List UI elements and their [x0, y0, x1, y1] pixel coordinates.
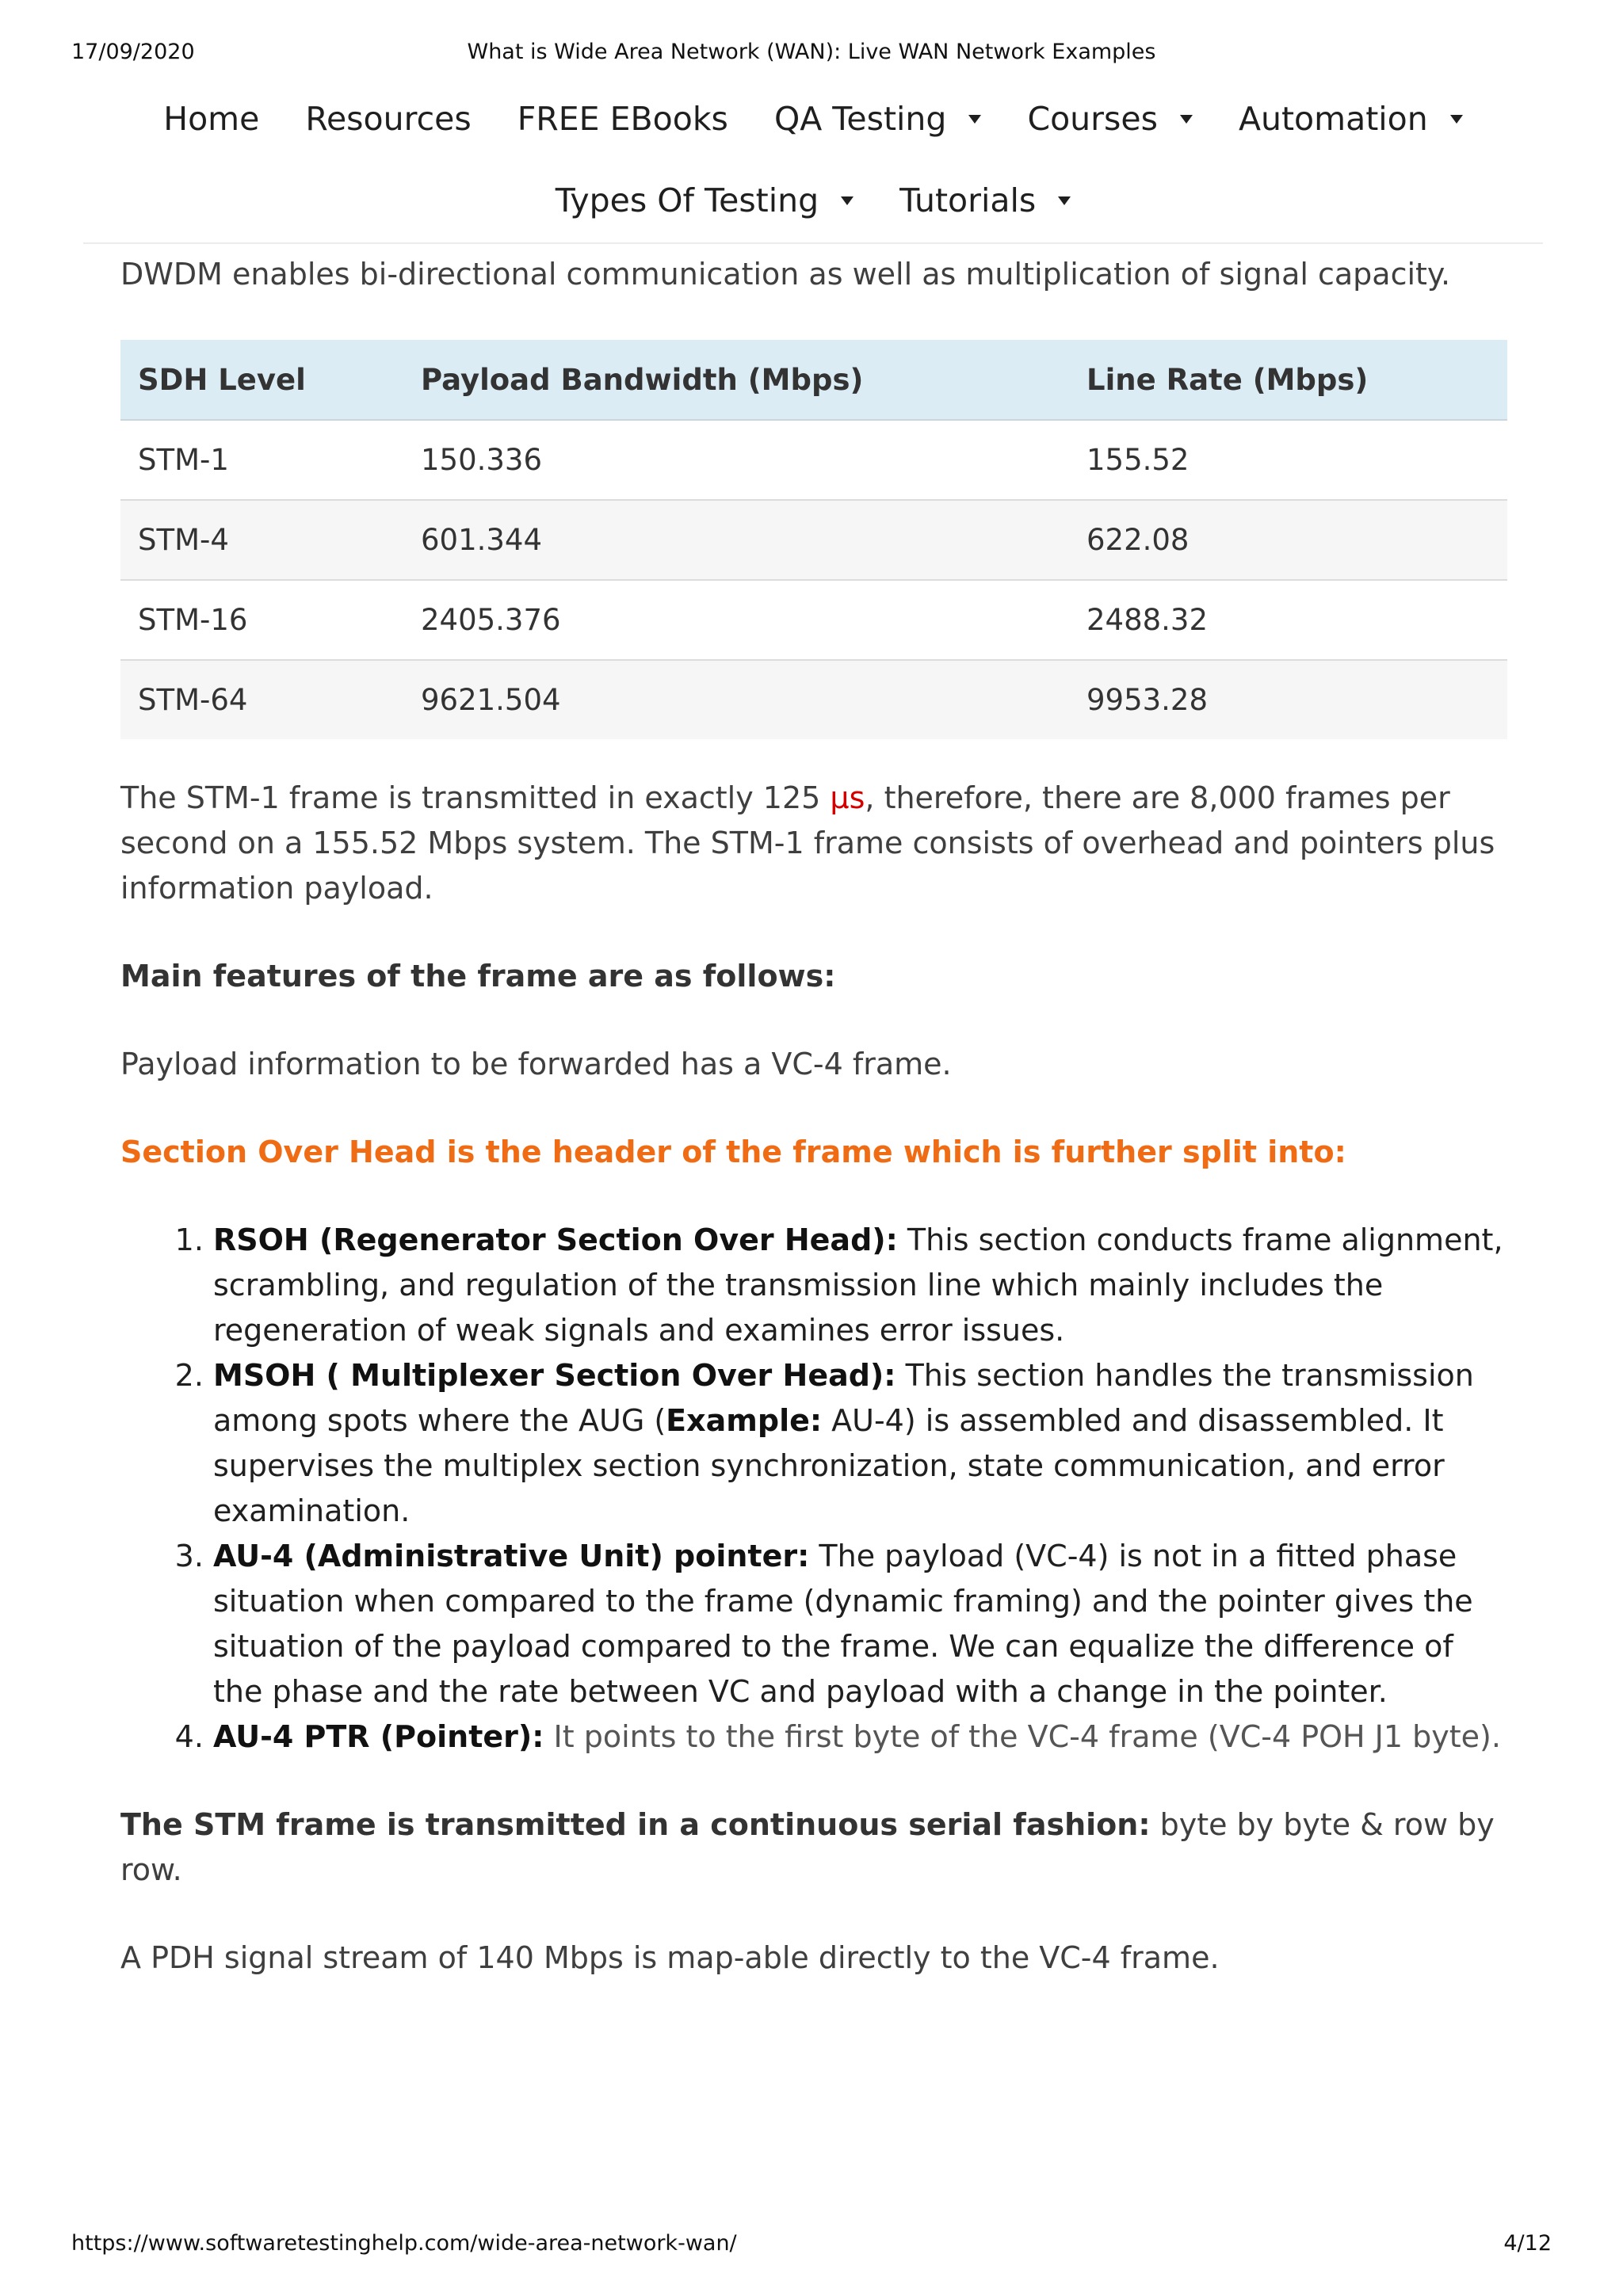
nav-row-primary	[83, 95, 1543, 143]
caret-down-icon	[841, 196, 854, 205]
table-cell: 2405.376	[403, 580, 1069, 660]
table-cell: 601.344	[403, 500, 1069, 580]
table-cell: STM-16	[120, 580, 403, 660]
nav-item-home[interactable]	[163, 100, 259, 138]
nav-item-courses[interactable]	[1027, 100, 1193, 138]
list-item-text: AU-4) is assembled and disassembled. It supervises the multiplex section synchronization, state communication, and error examination.	[213, 1403, 1445, 1528]
table-cell: STM-64	[120, 660, 403, 739]
table-header-cell: Payload Bandwidth (Mbps)	[403, 340, 1069, 420]
table-cell: 9621.504	[403, 660, 1069, 739]
list-item-text: It points to the first byte of the VC-4 frame (VC-4 POH J1 byte).	[544, 1719, 1501, 1754]
table-cell: STM-4	[120, 500, 403, 580]
caret-down-icon	[1058, 196, 1071, 205]
table-row	[120, 660, 1507, 739]
table-row	[120, 580, 1507, 660]
stm-frame-paragraph	[120, 1802, 1507, 1893]
sdh-levels-table	[120, 340, 1507, 739]
nav-item-label: Resources	[305, 100, 472, 138]
caret-down-icon	[1180, 115, 1193, 124]
nav-item-label: Courses	[1027, 100, 1158, 138]
nav-item-label: Automation	[1238, 100, 1428, 138]
list-item-text: This section handles the transmission among spots where the AUG (	[213, 1358, 1474, 1438]
list-item-term: RSOH (Regenerator Section Over Head):	[213, 1222, 898, 1257]
list-item-term: MSOH ( Multiplexer Section Over Head):	[213, 1358, 896, 1393]
list-item	[213, 1534, 1507, 1714]
table-cell: STM-1	[120, 420, 403, 500]
table-cell: 2488.32	[1069, 580, 1507, 660]
list-item-term: AU-4 (Administrative Unit) pointer:	[213, 1539, 810, 1573]
nav-item-label: QA Testing	[773, 100, 947, 138]
nav-item-qa-testing[interactable]	[774, 100, 982, 138]
example-label: Example:	[666, 1403, 823, 1438]
nav-item-types-of-testing[interactable]	[556, 181, 854, 219]
stm1-paragraph	[120, 776, 1507, 911]
payload-paragraph: Payload information to be forwarded has a VC-4 frame.	[120, 1047, 952, 1081]
table-header-cell: Line Rate (Mbps)	[1069, 340, 1507, 420]
article-content	[120, 252, 1507, 1981]
list-item-text: The payload (VC-4) is not in a fitted phase situation when compared to the frame (dynamic framing) and the pointer gives the situation of the payload compared to the frame. We can equalize the difference of the phase and the rate between VC and payload with a change in the pointer.	[213, 1539, 1473, 1709]
microsecond-unit-link[interactable]: μs	[830, 780, 865, 815]
list-item	[213, 1714, 1507, 1760]
table-cell: 9953.28	[1069, 660, 1507, 739]
table-cell: 150.336	[403, 420, 1069, 500]
table-cell: 155.52	[1069, 420, 1507, 500]
list-item-term: AU-4 PTR (Pointer):	[213, 1719, 544, 1754]
main-navigation	[83, 79, 1543, 244]
stm-frame-bold-text: The STM frame is transmitted in a continuous serial fashion:	[120, 1807, 1151, 1842]
section-overhead-heading: Section Over Head is the header of the frame which is further split into:	[120, 1135, 1346, 1169]
nav-item-label: Tutorials	[899, 181, 1037, 219]
table-row	[120, 420, 1507, 500]
print-page-title: What is Wide Area Network (WAN): Live WAN Network Examples	[467, 40, 1156, 64]
nav-item-label: Types Of Testing	[555, 181, 819, 219]
table-header-cell: SDH Level	[120, 340, 403, 420]
list-item-text: This section conducts frame alignment, scrambling, and regulation of the transmission line which mainly includes the regeneration of weak signals and examines error issues.	[213, 1222, 1503, 1348]
nav-item-automation[interactable]	[1239, 100, 1463, 138]
pdh-paragraph: A PDH signal stream of 140 Mbps is map-able directly to the VC-4 frame.	[120, 1940, 1220, 1975]
caret-down-icon	[968, 115, 981, 124]
nav-item-free-ebooks[interactable]	[517, 100, 728, 138]
table-row	[120, 500, 1507, 580]
intro-paragraph: DWDM enables bi-directional communication as well as multiplication of signal capacity.	[120, 257, 1451, 292]
table-header-row	[120, 340, 1507, 420]
stm1-text-end: , therefore, there are 8,000 frames per second on a 155.52 Mbps system. The STM-1 frame consists of overhead and pointers plus information payload.	[120, 780, 1495, 906]
list-item	[213, 1353, 1507, 1534]
nav-item-label: FREE EBooks	[517, 100, 728, 138]
print-url: https://www.softwaretestinghelp.com/wide-area-network-wan/	[71, 2231, 737, 2256]
section-overhead-list	[120, 1218, 1507, 1760]
caret-down-icon	[1450, 115, 1463, 124]
features-heading: Main features of the frame are as follows:	[120, 959, 836, 994]
print-page-number: 4/12	[1503, 2231, 1552, 2256]
stm-frame-text: byte by byte & row by row.	[120, 1807, 1495, 1887]
list-item	[213, 1218, 1507, 1353]
print-date: 17/09/2020	[71, 40, 195, 64]
stm1-text-start: The STM-1 frame is transmitted in exactly 125	[120, 780, 831, 815]
nav-item-resources[interactable]	[305, 100, 471, 138]
nav-item-label: Home	[163, 100, 260, 138]
nav-row-secondary	[83, 177, 1543, 224]
table-cell: 622.08	[1069, 500, 1507, 580]
nav-item-tutorials[interactable]	[899, 181, 1071, 219]
